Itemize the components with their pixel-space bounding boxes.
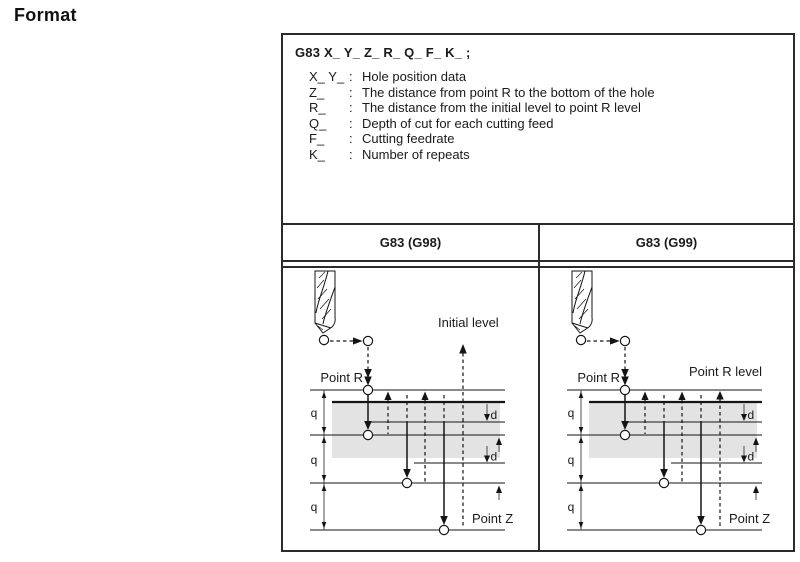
param-separator: : (349, 115, 353, 131)
point-r-node (620, 385, 629, 394)
param-row (309, 147, 787, 163)
param-row (309, 116, 787, 132)
param-separator: : (349, 146, 353, 162)
peck-1-bottom-node (363, 430, 372, 439)
param-separator: : (349, 100, 353, 116)
param-description: The distance from the initial level to point R level (362, 100, 641, 116)
workpiece (332, 402, 500, 458)
peck-drilling-diagram-g98 (283, 268, 538, 549)
drill-bit-icon (315, 271, 335, 333)
peck-drilling-diagram-g99 (540, 268, 793, 549)
d-label: d (747, 408, 755, 422)
param-separator: : (349, 131, 353, 147)
hole-position-node (620, 336, 629, 345)
point-r-label: Point R (320, 370, 363, 385)
mode-comparison-table (283, 225, 793, 550)
depth-dimension-q (579, 390, 584, 530)
param-label: Q_ (309, 115, 327, 131)
param-description: Depth of cut for each cutting feed (362, 115, 554, 131)
q-label: q (310, 500, 318, 514)
param-label: Z_ (309, 84, 325, 100)
param-row (309, 100, 787, 116)
param-label: R_ (309, 100, 326, 116)
start-position-node (319, 335, 328, 344)
param-description: Number of repeats (362, 146, 470, 162)
format-table (281, 33, 795, 552)
diagram-cell-g99 (538, 268, 793, 550)
q-label: q (567, 500, 575, 514)
gcode-command: G83 X_ Y_ Z_ R_ Q_ F_ K_ ; (295, 45, 471, 60)
param-row (309, 69, 787, 85)
column-header-g98: G83 (G98) (283, 225, 538, 262)
q-label: q (567, 453, 575, 467)
q-label: q (310, 453, 318, 467)
param-label: X_ Y_ (309, 69, 345, 84)
d-label: d (490, 449, 498, 464)
point-z-node (696, 525, 705, 534)
format-section (283, 35, 793, 225)
point-r-node (363, 385, 372, 394)
point-z-node (439, 525, 448, 534)
point-z-label: Point Z (729, 511, 771, 526)
param-description: Cutting feedrate (362, 131, 455, 147)
peck-2-bottom-node (659, 478, 668, 487)
d-label: d (490, 408, 498, 422)
page-title: Format (14, 5, 77, 25)
column-header-g99: G83 (G99) (538, 225, 793, 262)
q-label: q (310, 406, 318, 420)
param-row (309, 131, 787, 147)
peck-1-bottom-node (620, 430, 629, 439)
point-r-level-label: Point R level (689, 364, 762, 379)
param-row (309, 85, 787, 101)
workpiece (589, 402, 757, 458)
point-r-label: Point R (577, 370, 620, 385)
peck-2-bottom-node (402, 478, 411, 487)
param-description: The distance from point R to the bottom of the hole (362, 84, 655, 100)
hole-position-node (363, 336, 372, 345)
parameter-list (295, 69, 787, 163)
d-label: d (747, 449, 755, 464)
param-separator: : (349, 69, 353, 84)
param-separator: : (349, 84, 353, 100)
q-label: q (567, 406, 575, 420)
param-label: F_ (309, 131, 325, 147)
diagram-cell-g98 (283, 268, 538, 550)
param-label: K_ (309, 146, 325, 162)
start-position-node (576, 335, 585, 344)
param-description: Hole position data (362, 69, 467, 84)
initial-level-label: Initial level (438, 315, 499, 330)
depth-dimension-q (322, 390, 327, 530)
drill-bit-icon (572, 271, 592, 333)
point-z-label: Point Z (472, 511, 514, 526)
